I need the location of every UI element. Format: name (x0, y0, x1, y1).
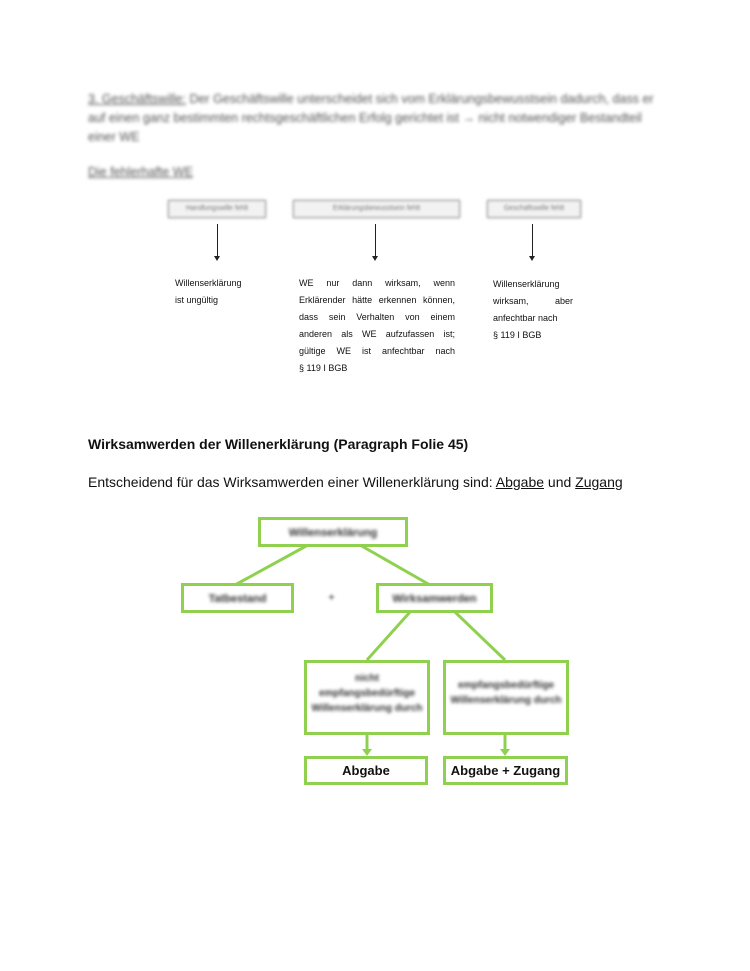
nicht-empfangsbeduerftige-box (304, 660, 430, 735)
arrowhead-1 (362, 749, 372, 756)
desc2-line: WE nur dann wirksam, wenn (299, 278, 455, 288)
fehlerhafte-we-heading: Die fehlerhafte WE (88, 165, 193, 179)
und-word: und (544, 474, 576, 490)
section-title: Wirksamwerden der Willenerklärung (Paragraph Folie 45) (88, 436, 469, 452)
result2-label: Abgabe + Zugang (450, 763, 561, 778)
geschaeftswille-box: Geschäftswille fehlt (487, 200, 581, 218)
empfangsbeduerftige-box (443, 660, 569, 735)
desc1-line: ist ungültig (175, 295, 219, 305)
willenserklaerung-root-box (258, 517, 408, 547)
desc2-line: gültige WE ist anfechtbar nach (299, 346, 455, 356)
desc3-line: anfechtbar nach (493, 313, 558, 323)
handlungswille-box: Handlungswille fehlt (168, 200, 266, 218)
result1-label: Abgabe (342, 763, 390, 778)
arrowhead-2 (500, 749, 510, 756)
plus-sign: + (328, 590, 336, 604)
abgabe-result-box (304, 756, 428, 785)
tatbestand-box (181, 583, 294, 613)
zugang-term: Zugang (575, 474, 623, 490)
intro-text: Der Geschäftswille unterscheidet sich vom Erklärungsbewusstsein dadurch, dass er auf einen ganz bestimmten rechtsgeschäftlichen Erfolg gerichtet ist → nicht notwendiger Bestandteil einer WE (88, 92, 654, 144)
section-text-start: Entscheidend für das Wirksamwerden einer Willenerklärung sind: (88, 474, 496, 490)
branch1-label: nicht empfangsbedürftige Willenserklärung durch (311, 673, 423, 714)
connector-right-branch2 (455, 612, 505, 660)
abgabe-zugang-result-box (443, 756, 568, 785)
desc2-line: anderen als WE aufzufassen ist; (299, 329, 455, 339)
desc2-line: dass sein Verhalten von einem (299, 312, 455, 322)
wirksamwerden-box (376, 583, 493, 613)
wirksamwerden-label: Wirksamwerden (392, 593, 477, 605)
intro-heading: 3. Geschäftswille: (88, 92, 186, 106)
desc3-line: Willenserklärung (493, 279, 560, 289)
abgabe-term: Abgabe (495, 474, 545, 490)
desc3-line: § 119 I BGB (493, 330, 542, 340)
connector-right-branch1 (367, 612, 410, 660)
connector-root-right (360, 545, 430, 585)
root-label: Willenserklärung (288, 527, 378, 539)
tatbestand-label: Tatbestand (208, 593, 267, 605)
erklaerungsbewusstsein-box: Erklärungsbewusstsein fehlt (293, 200, 460, 218)
desc2-line: Erklärender hätte erkennen können, (299, 295, 455, 305)
desc3-word-a: wirksam, (493, 296, 529, 306)
connector-root-left (235, 545, 308, 585)
branch2-label: empfangsbedürftige Willenserklärung durch (450, 680, 562, 706)
desc2-line: § 119 I BGB (299, 363, 348, 373)
desc3-word-b: aber (554, 296, 573, 306)
desc1-line: Willenserklärung (175, 278, 242, 288)
